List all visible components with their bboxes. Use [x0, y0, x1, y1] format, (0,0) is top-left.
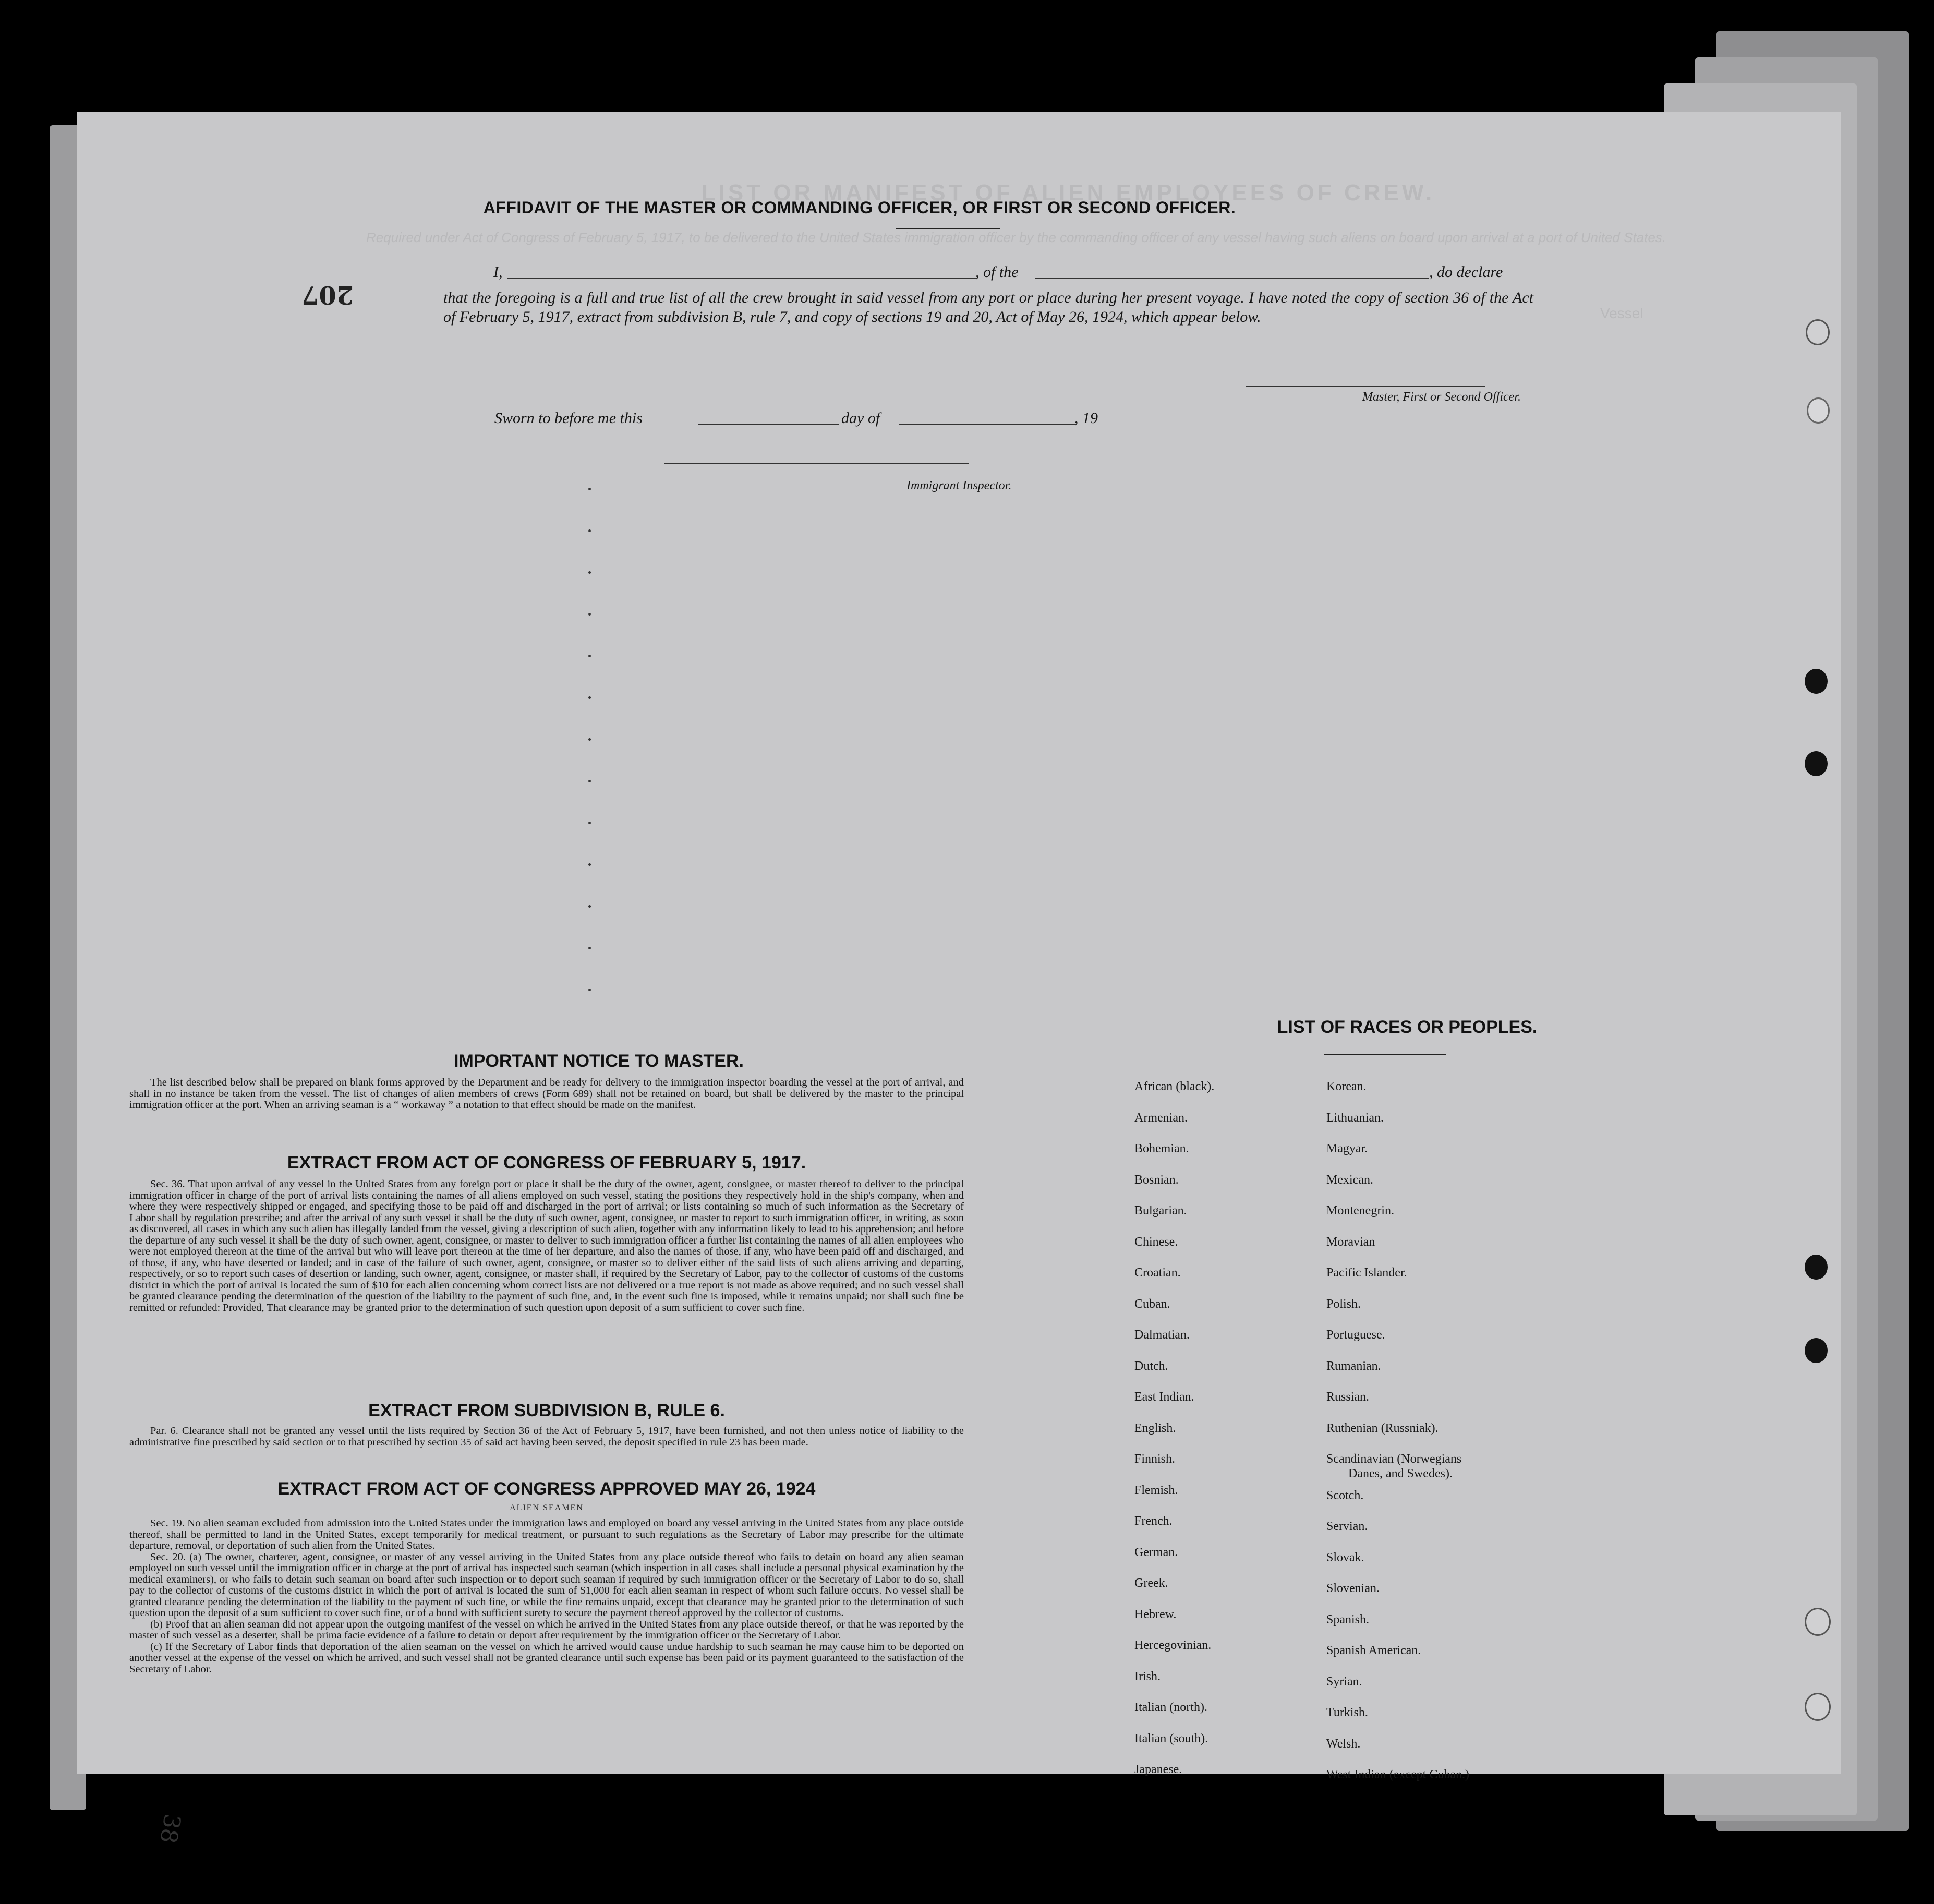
stray-dot: [588, 947, 591, 949]
race-item-right: Spanish American.: [1326, 1644, 1421, 1657]
punch-hole: [1805, 1255, 1828, 1280]
notice-title: IMPORTANT NOTICE TO MASTER.: [454, 1051, 744, 1071]
stray-dot: [588, 863, 591, 866]
sec-20a-paragraph: Sec. 20. (a) The owner, charterer, agent, consignee, or master of any vessel arriving in the United States from any place outside thereof who fails to detain on board any alien seaman employed on such vessel until the immigration officer in charge at the port of arrival has inspected such seaman (which inspection in all cases shall include a personal physical examination by the medical examiners), or who fails to detain such seaman on board after such inspection or to deport such seaman if required by such immigration officer or the Secretary of Labor to do so, shall pay to the collector of customs of the customs district in which the port of arrival is located the sum of $1,000 for each alien seaman in respect of whom such failure occurs. No vessel shall be granted clearance pending the determination of the liability to the payment of such fine, or while the fine remains unpaid, except that clearance may be granted prior to the determination of such question upon the deposit of a sum sufficient to cover such fine, or of a bond with sufficient surety to secure the payment thereof approved by the collector of customs.: [129, 1551, 964, 1619]
races-title-rule: [1324, 1054, 1446, 1055]
race-item-right: Portuguese.: [1326, 1328, 1385, 1342]
inspector-signature-line[interactable]: [664, 463, 969, 464]
race-item-left: German.: [1134, 1545, 1178, 1559]
race-item-right: Pacific Islander.: [1326, 1266, 1407, 1280]
race-item-right: West Indian (except Cuban.): [1326, 1768, 1469, 1781]
race-item-right: Slovak.: [1326, 1550, 1364, 1564]
race-item-left: Bohemian.: [1134, 1142, 1189, 1155]
race-item-right: Danes, and Swedes).: [1348, 1467, 1453, 1480]
stray-dot: [588, 905, 591, 908]
races-title: LIST OF RACES OR PEOPLES.: [1277, 1017, 1538, 1037]
race-item-right: Montenegrin.: [1326, 1204, 1394, 1218]
stray-dot: [588, 989, 591, 991]
sec-19-paragraph: Sec. 19. No alien seaman excluded from admission into the United States under the immigration laws and employed on board any vessel arriving in the United States from any place outside thereof, shall be permitted to land in the United States, except temporarily for medical treatment, or pursuant to such regulations as the Secretary of Labor may prescribe for the ultimate departure, removal, or deportation of such alien from the United States.: [129, 1517, 964, 1551]
stray-dot: [588, 529, 591, 532]
bleed-through-subtitle: Required under Act of Congress of February 5, 1917, to be delivered to the United States immigration officer by the commanding officer of any vessel having such aliens on board upon arrival at a port of United States.: [366, 230, 1666, 245]
extract-rule6-title: EXTRACT FROM SUBDIVISION B, RULE 6.: [368, 1401, 725, 1420]
race-item-left: Armenian.: [1134, 1111, 1188, 1125]
bleed-through-title: LIST OR MANIFEST OF ALIEN EMPLOYEES OF CREW.: [701, 180, 1435, 206]
affidavit-title: AFFIDAVIT OF THE MASTER OR COMMANDING OFFICER, OR FIRST OR SECOND OFFICER.: [483, 198, 1236, 217]
signer-label: Master, First or Second Officer.: [1362, 390, 1521, 404]
extract-1917-title: EXTRACT FROM ACT OF CONGRESS OF FEBRUARY 5, 1917.: [287, 1153, 806, 1173]
race-item-left: Chinese.: [1134, 1235, 1178, 1249]
affidavit-of-the: , of the: [975, 263, 1019, 281]
race-item-left: Cuban.: [1134, 1297, 1170, 1311]
race-item-left: Bulgarian.: [1134, 1204, 1187, 1218]
manifest-sheet: [77, 112, 1841, 1846]
race-item-left: Italian (north).: [1134, 1701, 1207, 1714]
race-item-left: Flemish.: [1134, 1483, 1178, 1497]
race-item-right: Korean.: [1326, 1080, 1367, 1093]
extract-1924-title: EXTRACT FROM ACT OF CONGRESS APPROVED MAY 26, 1924: [277, 1479, 816, 1499]
punch-hole: [1805, 669, 1828, 694]
stray-dot: [588, 696, 591, 699]
vessel-name-field[interactable]: [1035, 278, 1429, 279]
sworn-prefix: Sworn to before me this: [494, 409, 643, 427]
race-item-left: Hebrew.: [1134, 1607, 1177, 1621]
sec-20b-paragraph: (b) Proof that an alien seaman did not appear upon the outgoing manifest of the vessel on which he arrived in the United States from any place outside thereof, or that he was reported by the master of such vessel as a deserter, shall be prima facie evidence of a failure to detain or deport after requirement by the immigration officer or the Secretary of Labor.: [129, 1618, 964, 1641]
extract-1924-text: [129, 1518, 964, 1675]
punch-hole: [1805, 1608, 1831, 1636]
affidavit-pronoun: I,: [493, 263, 503, 281]
race-item-left: French.: [1134, 1514, 1173, 1528]
sworn-day-field[interactable]: [698, 424, 839, 425]
race-item-left: English.: [1134, 1421, 1176, 1435]
extract-1924-subtitle: ALIEN SEAMEN: [510, 1503, 584, 1512]
stray-dot: [588, 780, 591, 782]
title-rule: [896, 228, 1000, 229]
stray-dot: [588, 655, 591, 657]
race-item-right: Scotch.: [1326, 1488, 1364, 1502]
race-item-left: Italian (south).: [1134, 1731, 1208, 1745]
affidavit-body: that the foregoing is a full and true list of all the crew brought in said vessel from any port or place during her present voyage. I have noted the copy of section 36 of the Act of February 5, 1917, extract from subdivision B, rule 7, and copy of sections 19 and 20, Act of May 26, 1924, which appear below.: [443, 289, 1533, 326]
day-of-label: day of: [841, 409, 880, 427]
race-item-left: African (black).: [1134, 1080, 1215, 1093]
punch-hole: [1805, 751, 1828, 776]
handwritten-corner-mark: 38: [154, 1812, 186, 1846]
bleed-through-vessel-label: Vessel: [1600, 305, 1643, 321]
race-item-right: Ruthenian (Russniak).: [1326, 1421, 1439, 1435]
race-item-right: Spanish.: [1326, 1612, 1370, 1626]
race-item-left: Bosnian.: [1134, 1173, 1179, 1187]
race-item-left: Japanese.: [1134, 1763, 1182, 1776]
race-item-right: Mexican.: [1326, 1173, 1373, 1187]
stray-dot: [588, 571, 591, 574]
race-item-left: Dalmatian.: [1134, 1328, 1190, 1342]
race-item-left: Croatian.: [1134, 1266, 1181, 1280]
notice-text: The list described below shall be prepared on blank forms approved by the Department and be ready for delivery to the immigration inspector boarding the vessel at the port of arrival, and shall in no instance be taken from the vessel. The list of changes of alien members of crews (Form 689) shall not be retained on board, but shall be delivered by the master to the principal immigration officer at the port. When an arriving seaman is a “ workaway ” a notation to that effect should be made on the manifest.: [129, 1077, 964, 1111]
stray-dot: [588, 822, 591, 824]
sworn-month-field[interactable]: [899, 424, 1076, 425]
race-item-left: Irish.: [1134, 1669, 1161, 1683]
stray-dot: [588, 488, 591, 490]
race-item-right: Polish.: [1326, 1297, 1361, 1311]
race-item-right: Scandinavian (Norwegians: [1326, 1452, 1462, 1466]
stray-dot: [588, 738, 591, 741]
signature-line[interactable]: [1246, 386, 1485, 387]
punch-hole: [1805, 1338, 1828, 1363]
affidavit-do-declare: , do declare: [1429, 263, 1503, 281]
race-item-right: Slovenian.: [1326, 1582, 1380, 1595]
sec-20c-paragraph: (c) If the Secretary of Labor finds that deportation of the alien seaman on the vessel on which he arrived would cause undue hardship to such seaman he may cause him to be deported on another vessel at the expense of the vessel on which he arrived, and such vessel shall not be granted clearance until such expense has been paid or its payment guaranteed to the satisfaction of the Secretary of Labor.: [129, 1641, 964, 1675]
punch-hole: [1805, 1693, 1831, 1721]
race-item-right: Russian.: [1326, 1390, 1370, 1404]
race-item-left: Hercegovinian.: [1134, 1638, 1212, 1652]
race-item-left: Dutch.: [1134, 1359, 1168, 1373]
race-item-left: Finnish.: [1134, 1452, 1176, 1466]
race-item-right: Syrian.: [1326, 1674, 1362, 1689]
race-item-right: Magyar.: [1326, 1142, 1368, 1155]
extract-rule6-text: Par. 6. Clearance shall not be granted any vessel until the lists required by Section 36 of the Act of February 5, 1917, have been furnished, and not then unless notice of liability to the administrative fine prescribed by said section or to that prescribed by section 35 of said act having been served, the deposit specified in rule 23 has been made.: [129, 1425, 964, 1448]
year-prefix: , 19: [1074, 409, 1098, 427]
race-item-right: Moravian: [1326, 1235, 1375, 1249]
race-item-right: Turkish.: [1326, 1706, 1368, 1719]
master-name-field[interactable]: [507, 278, 977, 279]
punch-hole: [1807, 397, 1830, 424]
handwritten-page-number: 207: [301, 280, 354, 309]
punch-hole: [1806, 319, 1830, 345]
race-item-left: East Indian.: [1134, 1390, 1194, 1404]
extract-1917-text: Sec. 36. That upon arrival of any vessel in the United States from any foreign port or place it shall be the duty of the owner, agent, consignee, or master thereof to deliver to the principal immigration officer in charge of the port of arrival lists containing the names of all aliens employed on such vessel, stating the positions they respectively hold in the ship's company, when and where they were respectively shipped or engaged, and specifying those to be paid off and discharged in the port of arrival; or lists containing so much of such information as the Secretary of Labor shall by regulation prescribe; and after the arrival of any such vessel it shall be the duty of such owner, agent, consignee, or master to report to such immigration officer, in writing, as soon as discovered, all cases in which any such alien has illegally landed from the vessel, giving a description of such alien, together with any information likely to lead to his apprehension; and before the departure of any such vessel it shall be the duty of such owner, agent, consignee, or master to deliver to such immigration officer a further list containing the names of all alien employees who were not employed thereon at the time of the arrival but who will leave port thereon at the time of her departure, and also the names of those, if any, who have been paid off and discharged, and of those, if any, who have deserted or landed; and in case of the failure of such owner, agent, consignee, or master so to deliver either of the said lists of such aliens arriving and departing, respectively, or so to report such cases of desertion or landing, such owner, agent, consignee, or master shall, if required by the Secretary of Labor, pay to the collector of customs of the customs district in which the port of arrival is located the sum of $10 for each alien concerning whom correct lists are not delivered or a true report is not made as above required; and no such vessel shall be granted clearance pending the determination of the question of the liability to the payment of such fine, and, in the event such fine is imposed, while it remains unpaid; nor shall such fine be remitted or refunded: Provided, That clearance may be granted prior to the determination of such question upon deposit of a sum sufficient to cover such fine.: [129, 1178, 964, 1313]
race-item-left: Greek.: [1134, 1576, 1168, 1590]
race-item-right: Servian.: [1326, 1520, 1368, 1533]
stray-dot: [588, 613, 591, 616]
race-item-right: Lithuanian.: [1326, 1111, 1384, 1125]
race-item-right: Welsh.: [1326, 1737, 1361, 1751]
inspector-label: Immigrant Inspector.: [906, 479, 1012, 492]
race-item-right: Rumanian.: [1326, 1359, 1381, 1373]
